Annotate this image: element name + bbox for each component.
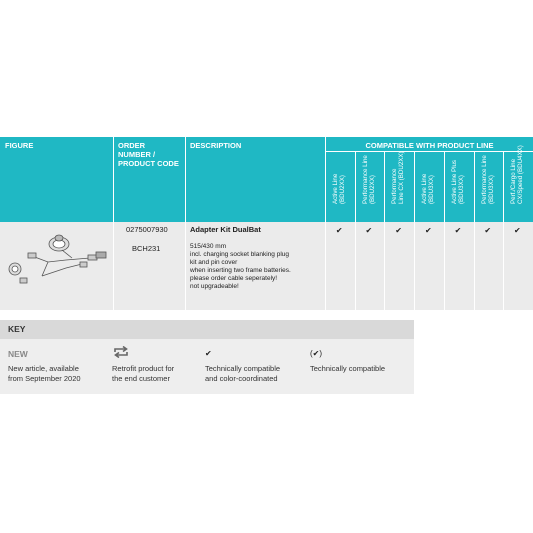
retrofit-icon [112,346,130,358]
key-line: from September 2020 [8,374,81,383]
key-line: Technically compatible [310,364,386,373]
check-icon: ✔ [395,226,402,235]
divider [384,222,385,310]
product-line-header [325,152,353,222]
divider [185,222,186,310]
check-icon: ✔ [454,226,462,235]
product-line-header [474,152,502,222]
description-line: when inserting two frame batteries. [190,267,291,274]
new-badge: NEW [8,349,28,359]
check-icon: ✔ [514,226,521,235]
key-line: the end customer [112,374,170,383]
product-line-label: Performance Line (BDU2XX) [361,155,376,204]
product-line-label: Performance Line CX (BDU2XX) [391,151,406,204]
product-line-label: Active Line Plus (BDU3XX) [450,159,465,204]
product-line-header [384,152,412,222]
product-description [190,243,291,291]
key-line: Technically compatible [205,364,281,373]
header-figure: FIGURE [5,141,34,150]
divider [113,137,114,222]
key-line: New article, available [8,364,79,373]
key-line: Retrofit product for [112,364,175,373]
description-line: incl. charging socket blanking plug [190,251,290,258]
check-icon: ✔ [424,226,432,235]
product-line-header [444,152,472,222]
product-line-header [414,152,442,222]
check-icon: ✔ [365,226,373,235]
product-name: Adapter Kit DualBat [190,225,261,234]
divider [355,222,356,310]
divider [503,222,504,310]
adapter-kit-image [2,228,112,298]
header-compatible: COMPATIBLE WITH PRODUCT LINE [365,141,494,150]
description-line: please order cable seperately! [190,275,278,282]
check-paren-description [310,364,385,374]
description-line: 515/430 mm [190,243,227,250]
product-line-label: Perf./Cargo Line CX/Speed (BDU4XX) [510,145,525,204]
check-icon: ✔ [484,226,492,235]
product-code: BCH231 [132,244,161,253]
header-order: ORDER NUMBER / PRODUCT CODE [118,141,179,168]
check-icon: ✔ [335,226,343,235]
product-line-label: Active Line (BDU2XX) [332,173,346,204]
description-line: not upgradeable! [190,283,239,290]
product-line-label: Performance Line (BDU3XX) [480,155,495,204]
product-line-header [503,145,531,222]
key-title: KEY [8,324,26,334]
retrofit-description [112,364,174,384]
new-description [8,364,81,384]
divider [113,222,114,310]
divider [444,222,445,310]
check-paren-icon: (✔) [310,349,323,358]
product-line-label: Active Line (BDU3XX) [421,173,436,204]
product-line-header [355,152,383,222]
header-description: DESCRIPTION [190,141,242,150]
description-line: kit and pin cover [190,259,238,266]
check-description [205,364,280,384]
key-header [0,320,414,339]
key-line: and color-coordinated [205,374,278,383]
check-icon: ✔ [205,349,212,358]
divider [325,222,326,310]
order-number: 0275007930 [126,225,168,234]
divider [414,222,415,310]
divider [474,222,475,310]
divider [185,137,186,222]
